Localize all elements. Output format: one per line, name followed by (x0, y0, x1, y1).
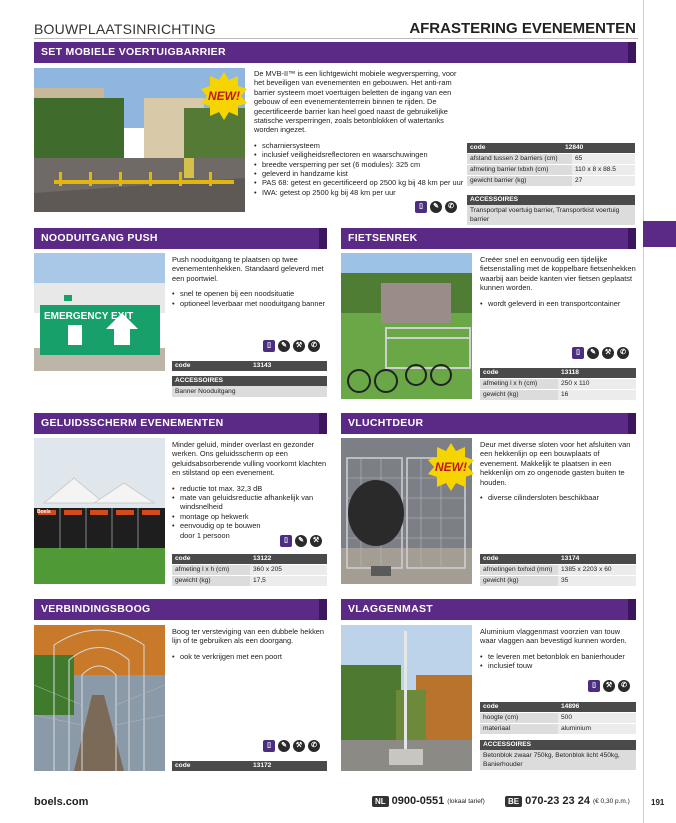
vluchtdeur-description: Deur met diverse sloten voor het afsluiten van een hekkenlijn op een bouwplaats of evenement. Makkelijk te plaatsen in een hekkenlijn om zo ongenode gasten buiten te houden. (480, 440, 631, 487)
phone-icon: ✆ (308, 740, 320, 752)
spec-value: 17,5 (250, 576, 327, 586)
phone-icon: ✆ (618, 680, 630, 692)
spec-value: 27 (572, 176, 635, 186)
nooduitgang-bullet: • snel te openen bij een noodsituatie (172, 289, 327, 298)
vlaggenmast-description: Aluminium vlaggenmast voorzien van touw waar vlaggen aan bevestigd kunnen worden. (480, 627, 627, 646)
fietsenrek-icons (572, 347, 629, 359)
mvb-bullet: • IWA: getest op 2500 kg bij 48 km per uur (254, 188, 464, 197)
spec-value: 250 x 110 (558, 379, 636, 389)
boels-banner-text: Boels (37, 509, 51, 515)
mvb-code: 12840 (551, 143, 635, 153)
new-badge-vluchtdeur (427, 443, 475, 491)
page-edge-line (643, 0, 644, 823)
nl-flag: NL (372, 796, 389, 807)
geluidsscherm-icons (280, 535, 322, 547)
vlaggenmast-icons (588, 680, 630, 692)
be-phone-note: (€ 0,30 p.m.) (592, 797, 630, 805)
chapter-tab (643, 221, 676, 247)
nooduitgang-icons (263, 340, 320, 352)
tool-icon: ✎ (278, 340, 290, 352)
spec-key: materiaal (480, 724, 558, 734)
vlaggenmast-description-block (480, 627, 636, 671)
vlaggenmast-accessories: Betonblok zwaar 750kg, Betonblok licht 450kg, Banierhouder (480, 750, 636, 770)
transport-icon: ▯ (588, 680, 600, 692)
accessories-label: ACCESSOIRES (467, 195, 635, 205)
tool-icon: ✎ (587, 347, 599, 359)
spec-key: afstand tussen 2 barriers (cm) (467, 154, 572, 164)
transport-icon: ▯ (572, 347, 584, 359)
tool-icon: ⚒ (602, 347, 614, 359)
verbindingsboog-description-block (172, 627, 327, 661)
nooduitgang-title-bar: NOODUITGANG PUSH (34, 228, 327, 249)
geluidsscherm-code: 13122 (250, 554, 327, 564)
fietsenrek-code: 13118 (558, 368, 636, 378)
section-title: AFRASTERING EVENEMENTEN (409, 20, 636, 37)
fietsenrek-spec-table (480, 368, 636, 401)
spec-value: 500 (558, 713, 636, 723)
footer-phone-be (505, 795, 630, 807)
category-title: BOUWPLAATSINRICHTING (34, 21, 216, 37)
fietsenrek-description-block (480, 255, 636, 308)
mvb-bullet: • geleverd in handzame kist (254, 169, 464, 178)
mvb-bullet: • breedte versperring per set (6 modules): 325 cm (254, 160, 464, 169)
geluidsscherm-bullet: • montage op hekwerk (172, 512, 327, 521)
nooduitgang-spec-table (172, 361, 327, 397)
tool-icon: ✎ (295, 535, 307, 547)
spec-value: 110 x 8 x 88.5 (572, 165, 635, 175)
code-label: code (172, 761, 250, 771)
mvb-icons (415, 201, 457, 213)
transport-icon: ▯ (280, 535, 292, 547)
code-label: code (480, 702, 558, 712)
accessories-label: ACCESSOIRES (172, 376, 327, 386)
transport-icon: ▯ (415, 201, 427, 213)
phone-icon: ✆ (617, 347, 629, 359)
spec-key: gewicht (kg) (172, 576, 250, 586)
tool-icon: ⚒ (293, 740, 305, 752)
fietsenrek-bullet: • wordt geleverd in een transportcontainer (480, 299, 636, 308)
spec-key: afmeting barrier lxbxh (cm) (467, 165, 572, 175)
code-label: code (480, 368, 558, 378)
spec-key: gewicht barrier (kg) (467, 176, 572, 186)
nl-phone-number[interactable]: 0900-0551 (391, 795, 445, 807)
geluidsscherm-bullet: • reductie tot max. 32,3 dB (172, 484, 327, 493)
nooduitgang-accessories: Banner Nooduitgang (172, 386, 327, 397)
be-phone-number[interactable]: 070-23 23 24 (525, 795, 590, 807)
tool-icon: ⚒ (603, 680, 615, 692)
footer-phone-nl (372, 795, 485, 807)
verbindingsboog-photo (34, 625, 165, 771)
vlaggenmast-bullet: • te leveren met betonblok en banierhouder (480, 652, 636, 661)
vluchtdeur-spec-table (480, 554, 636, 587)
phone-icon: ✆ (445, 201, 457, 213)
be-flag: BE (505, 796, 522, 807)
vluchtdeur-code: 13174 (558, 554, 636, 564)
fietsenrek-description: Creëer snel en eenvoudig een tijdelijke fietsenstalling met de koppelbare fietsenhekken waarbij aan beide kanten vier fietsen geplaatst kunnen worden. (480, 255, 636, 293)
phone-icon: ✆ (308, 340, 320, 352)
tool-icon: ✎ (278, 740, 290, 752)
fietsenrek-title-bar: FIETSENREK (341, 228, 636, 249)
vluchtdeur-bullet: • diverse cilindersloten beschikbaar (480, 493, 636, 502)
geluidsscherm-description: Minder geluid, minder overlast en gezonder werken. Ons geluidsscherm op een geluidsabsorberende vulling voorkomt klachten en stilstand op een evenement. (172, 440, 327, 478)
spec-value: aluminium (558, 724, 636, 734)
transport-icon: ▯ (263, 340, 275, 352)
vlaggenmast-title-bar: VLAGGENMAST (341, 599, 636, 620)
spec-key: afmetingen bxhxd (mm) (480, 565, 558, 575)
nooduitgang-description: Push nooduitgang te plaatsen op twee evenementenhekken. Standaard geleverd met een poortwiel. (172, 255, 324, 283)
code-label: code (172, 554, 250, 564)
nooduitgang-code: 13143 (250, 361, 327, 371)
verbindingsboog-bullet: • ook te verkrijgen met een poort (172, 652, 327, 661)
spec-value: 16 (558, 390, 636, 400)
geluidsscherm-photo (34, 438, 165, 584)
mvb-description-block (254, 69, 464, 197)
nooduitgang-bullet: • optioneel leverbaar met nooduitgang banner (172, 299, 327, 308)
emergency-exit-sign: EMERGENCY EXIT (44, 311, 134, 322)
verbindingsboog-spec-table (172, 761, 327, 772)
geluidsscherm-bullet: • eenvoudig op te bouwen door 1 persoon (172, 521, 327, 540)
geluidsscherm-bullet: • mate van geluidsreductie afhankelijk van windsnelheid (172, 493, 327, 512)
nooduitgang-photo (34, 253, 165, 371)
vluchtdeur-title-bar: VLUCHTDEUR (341, 413, 636, 434)
footer-website[interactable]: boels.com (34, 796, 89, 808)
verbindingsboog-icons (263, 740, 320, 752)
vluchtdeur-description-block (480, 440, 636, 502)
new-badge-mvb (200, 72, 248, 120)
spec-value: 65 (572, 154, 635, 164)
verbindingsboog-title-bar: VERBINDINGSBOOG (34, 599, 327, 620)
tool-icon: ⚒ (310, 535, 322, 547)
new-badge-text: NEW! (208, 89, 240, 103)
spec-key: gewicht (kg) (480, 390, 558, 400)
spec-value: 360 x 205 (250, 565, 327, 575)
spec-value: 35 (558, 576, 636, 586)
mvb-spec-table (467, 143, 635, 225)
mvb-accessories: Transportpal voertuig barrier, Transportkist voertuig barrier (467, 205, 635, 225)
spec-key: afmeting l x h (cm) (480, 379, 558, 389)
fietsenrek-photo (341, 253, 472, 399)
page-number: 191 (651, 798, 665, 807)
nooduitgang-description-block (172, 255, 327, 308)
vlaggenmast-code: 14896 (558, 702, 636, 712)
mvb-bullet: • scharniersysteem (254, 141, 464, 150)
mvb-bullet: • PAS 68: getest en gecertificeerd op 2500 kg bij 48 km per uur (254, 178, 464, 187)
mvb-title-bar: SET MOBIELE VOERTUIGBARRIER (34, 42, 636, 63)
verbindingsboog-code: 13172 (250, 761, 327, 771)
verbindingsboog-description: Boog ter versteviging van een dubbele hekken lijn of te gebruiken als een doorgang. (172, 627, 325, 646)
spec-key: gewicht (kg) (480, 576, 558, 586)
code-label: code (172, 361, 250, 371)
vlaggenmast-bullet: • inclusief touw (480, 661, 636, 670)
mvb-description: De MVB-II™ is een lichtgewicht mobiele wegversperring, voor het beveiligen van evenementen en gebouwen. Het anti-ram barrier systeem moet voertuigen beletten de ingang van een gebouw of een evenemententerrein binnen te rijden. De gecertificeerde barrier kan heel goed naast de gebruikelijke statische versperringen, zoals betonblokken of watertanks worden ingezet. (254, 69, 457, 135)
code-label: code (480, 554, 558, 564)
transport-icon: ▯ (263, 740, 275, 752)
spec-value: 1385 x 2203 x 60 (558, 565, 636, 575)
accessories-label: ACCESSOIRES (480, 740, 636, 750)
vlaggenmast-photo (341, 625, 472, 771)
new-badge-text: NEW! (435, 460, 467, 474)
code-label: code (467, 143, 551, 153)
mvb-bullet: • inclusief veiligheidsreflectoren en waarschuwingen (254, 150, 464, 159)
geluidsscherm-spec-table (172, 554, 327, 587)
nl-phone-note: (lokaal tarief) (447, 797, 485, 805)
geluidsscherm-title-bar: GELUIDSSCHERM EVENEMENTEN (34, 413, 327, 434)
spec-key: hoogte (cm) (480, 713, 558, 723)
tool-icon: ⚒ (293, 340, 305, 352)
geluidsscherm-description-block (172, 440, 327, 540)
spec-key: afmeting l x h (cm) (172, 565, 250, 575)
tool-icon: ✎ (430, 201, 442, 213)
header-divider (34, 38, 638, 39)
vlaggenmast-spec-table (480, 702, 636, 770)
